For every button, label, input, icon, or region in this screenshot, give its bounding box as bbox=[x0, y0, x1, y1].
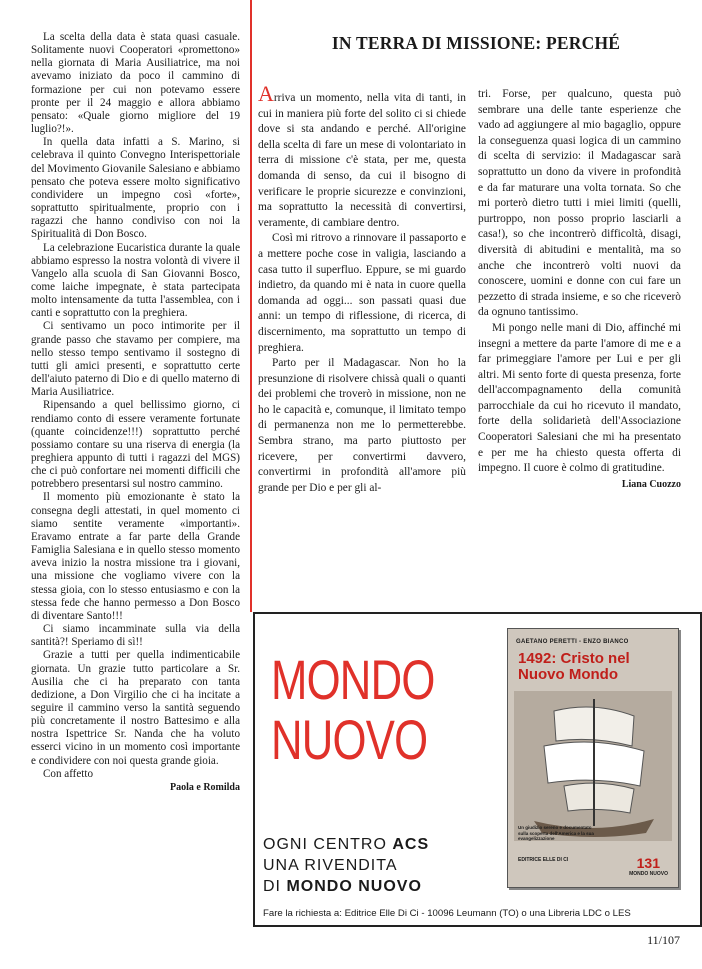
book-blurb: Un giudizio sereno e documentato sulla scoperta dell'America e la sua evangelizzazione bbox=[518, 825, 594, 841]
article-signature: Liana Cuozzo bbox=[621, 478, 681, 490]
ad-headline bbox=[271, 650, 471, 770]
ad-slogan-line: UNA RIVENDITA bbox=[263, 857, 398, 874]
left-paragraph: Ci siamo incamminate sulla via della santità?! Speriamo di sì!! bbox=[31, 623, 240, 649]
book-authors: GAETANO PERETTI - ENZO BIANCO bbox=[516, 639, 629, 645]
page-number: 11/107 bbox=[647, 933, 680, 947]
left-paragraph: Con affetto bbox=[43, 767, 94, 780]
article-title: IN TERRA DI MISSIONE: PERCHÉ bbox=[331, 33, 621, 53]
ad-slogan-line bbox=[263, 834, 503, 855]
left-paragraph: In quella data infatti a S. Marino, si celebrava il quinto Convegno Interispettoriale del Movimento Giovanile Salesiano e abbiamo pensato che poteva essere molto significativo condividere un impegno così «forte», soprattutto spiritualmente, proprio con i ragazzi che hanno condiviso con noi la Spiritualità di Don Bosco. bbox=[31, 136, 240, 241]
article-paragraph: Parto per il Madagascar. Non ho la presunzione di risolvere chissà quali o quanti dei problemi che troverò in missione, non ne ho le capacità e, comunque, il limitato tempo di permanenza non me lo permetterebbe. Sembra strano, ma parto piuttosto per ricevere, per convertirmi davvero, convertirmi in profondità all'amore più grande per Dio e per gli al- bbox=[258, 357, 466, 494]
article-paragraph: Così mi ritrovo a rinnovare il passaporto e a mettere poche cose in valigia, lasciando a casa tutto il superfluo. Eppure, se mi guardo indietro, da quando mi è nata in cuore quella domanda ad oggi... son passati quasi due anni: un tempo di riflessione, di ricerca, di discernimento, ma soprattutto un tempo di preghiera. bbox=[258, 232, 466, 354]
book-number: 131 bbox=[636, 855, 660, 871]
left-paragraph: Ci sentivamo un poco intimorite per il grande passo che stavamo per compiere, ma nello stesso tempo sentivamo il sostegno di tutti gli amici presenti, e soprattutto certe dell'aiuto paterno di Dio e di quello materno di Maria Ausiliatrice. bbox=[31, 320, 240, 399]
ad-headline-line: MONDO bbox=[271, 648, 435, 711]
left-paragraph: La scelta della data è stata quasi casuale. Solitamente nuovi Cooperatori «promettono» nella giornata di Maria Ausiliatrice, ma noi avevamo iniziato da poco il cammino di formazione per cui non potevamo essere pronte per il 24 maggio e allora abbiamo pensato: «Quale giorno migliore del 19 luglio?!». bbox=[31, 31, 240, 136]
article-paragraph-text: rriva un momento, nella vita di tanti, in cui in maniera più forte del solito ci si chiede dove si sta andando e perché. All'origine della scelta di fare un mese di volontariato in terra di missione c'è stata, per me, questa domanda di senso, da cui il bisogno di verificare le proprie sicurezze e convinzioni, ma soprattutto la necessità di convertirsi, veramente, di cambiare dentro. bbox=[258, 92, 466, 229]
article-paragraph: tri. Forse, per qualcuno, questa può sembrare una delle tante esperienze che vado ad aggiungere al mio bagaglio, oppure la conseguenza quasi logica di un cammino di scelta di servizio: il Madagascar sarà soprattutto un dono da vivere in profondità e da far maturare una volta tornata. So che mi porterò dietro tutti i miei limiti (quelli, purtroppo, non posso proprio lasciarli a casa!), so che incontrerò difficoltà, disagi, diversità di abitudini e mentalità, ma so anche che incontrerò volti nuovi da conoscere, uomini e donne con cui fare un pezzetto di strada insieme, e so che riceverò da ognuno tantissimo. bbox=[478, 88, 681, 319]
advertisement-box bbox=[253, 612, 702, 927]
ad-slogan-bold: MONDO NUOVO bbox=[286, 878, 422, 895]
article-paragraph bbox=[258, 81, 466, 231]
article-paragraph: Mi pongo nelle mani di Dio, affinché mi insegni a mettere da parte l'amore di me e a far primeggiare l'amore per Lui e per gli altri. Mi sento forte di questa presenza, forte dell'accompagnamento della comunità parrocchiale da cui ho ricevuto il mandato, forte della solidarietà dell'Associazione Cooperatori Salesiani che mi ha presentato e per me ha chiesto questa offerta di impegno. Il cuore è colmo di gratitudine. bbox=[478, 321, 681, 475]
ad-slogan-line bbox=[263, 876, 503, 897]
drop-cap: A bbox=[258, 81, 274, 106]
ad-slogan bbox=[263, 834, 503, 897]
book-series: MONDO NUOVO bbox=[629, 871, 668, 877]
book-publisher: EDITRICE ELLE DI CI bbox=[518, 857, 569, 863]
ad-slogan-text: OGNI CENTRO bbox=[263, 836, 393, 853]
left-paragraph: La celebrazione Eucaristica durante la quale abbiamo espresso la nostra volontà di vivere il Vangelo alla scuola di San Giovanni Bosco, come laiche impegnate, è stata partecipata molto intensamente da tutta l'assemblea, con i canti e soprattutto con la preghiera. bbox=[31, 241, 240, 320]
article-column-1 bbox=[258, 81, 466, 496]
left-paragraph: Grazie a tutti per quella indimenticabile giornata. Un grazie tutto particolare a Sr. Ausilia che ci ha preparato con tanta dedizione, a Don Virgilio che ci ha incitate a seguire il cammino verso la santità seguendo più concretamente il nostro Battesimo e alla nostra Ispettrice Sr. Nanda che ha voluto esserci vicino in un momento così importante e condividere con noi questa grande gioia. bbox=[31, 649, 240, 767]
ad-headline-line: NUOVO bbox=[271, 708, 428, 771]
ship-illustration bbox=[514, 691, 672, 841]
book-cover-image bbox=[507, 628, 679, 888]
article-column-2 bbox=[478, 87, 681, 492]
ad-slogan-bold: ACS bbox=[392, 836, 430, 853]
book-title: 1492: Cristo nel Nuovo Mondo bbox=[518, 650, 630, 683]
left-column bbox=[31, 31, 240, 794]
ad-slogan-text: DI bbox=[263, 878, 287, 895]
ad-footer: Fare la richiesta a: Editrice Elle Di Ci - 10096 Leumann (TO) o una Libreria LDC o LES bbox=[263, 908, 631, 919]
column-divider bbox=[250, 0, 252, 612]
left-paragraph: Il momento più emozionante è stato la consegna degli attestati, in quel momento ci siamo sentite veramente «importanti». Eravamo entrate a far parte della Grande Famiglia Salesiana e in quello stesso momento aveva inizio la nostra missione tra i giovani, una missione che vogliamo vivere con la stessa gioia, con lo stesso entusiasmo e con la stessa fede che hanno permesso a Don Bosco di diventare Santo!!! bbox=[31, 491, 240, 622]
left-signature: Paola e Romilda bbox=[170, 781, 240, 793]
left-paragraph: Ripensando a quel bellissimo giorno, ci rendiamo conto di essere veramente fortunate (quante coincidenze!!!) soprattutto perché possiamo contare su una riserva di energia (la preghiera appunto di tutti i ragazzi del MGS) che ci può confortare nei momenti difficili che potrebbero presentarsi sul nostro cammino. bbox=[31, 399, 240, 491]
